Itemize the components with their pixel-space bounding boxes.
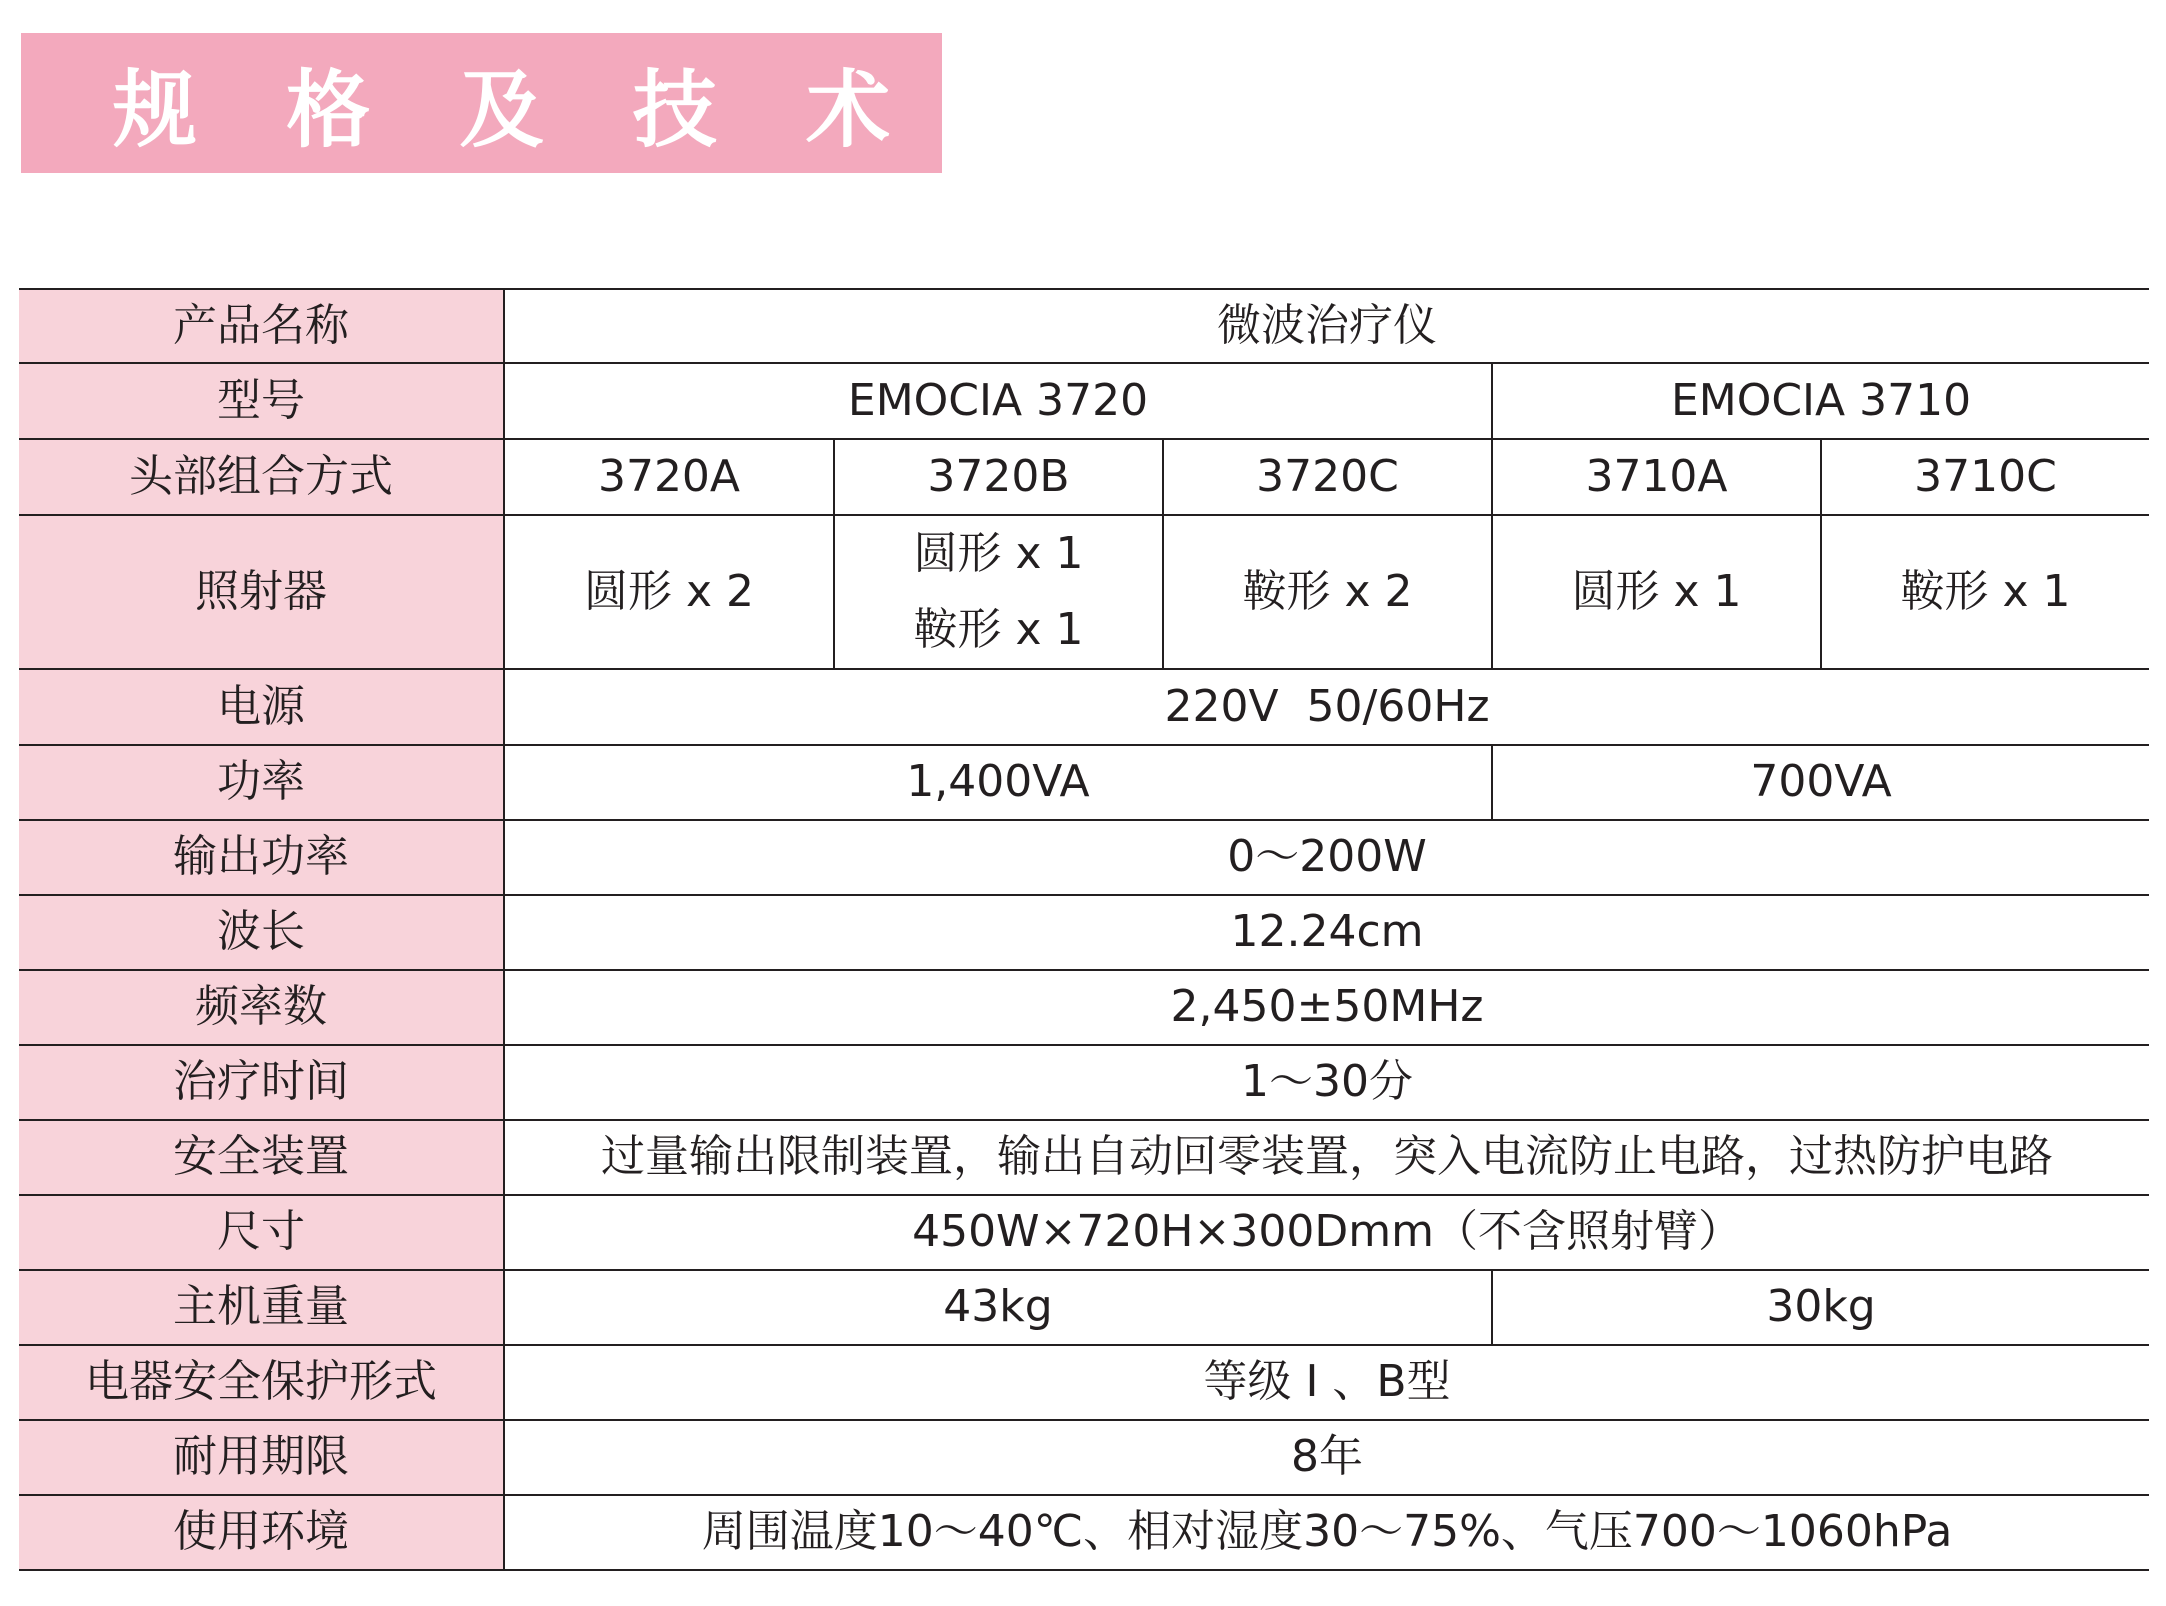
row-value <box>834 515 1163 669</box>
table-row-weight <box>19 1270 2149 1345</box>
row-value: 3720C <box>1163 439 1492 515</box>
table-row-applicator <box>19 515 2149 669</box>
row-value: 700VA <box>1492 745 2149 820</box>
row-value: 220V 50/60Hz <box>504 669 2149 745</box>
row-value: 1,400VA <box>504 745 1492 820</box>
spec-table <box>19 288 2149 1571</box>
row-value: 8年 <box>504 1420 2149 1495</box>
row-label: 治疗时间 <box>19 1045 504 1120</box>
row-label: 频率数 <box>19 970 504 1045</box>
table-row-power <box>19 745 2149 820</box>
row-value: 微波治疗仪 <box>504 289 2149 363</box>
row-value: 3720A <box>504 439 834 515</box>
row-value: 周围温度10～40℃、相对湿度30～75%、气压700～1060hPa <box>504 1495 2149 1570</box>
row-value: 鞍形 x 1 <box>1821 515 2149 669</box>
applicator-line: 圆形 x 1 <box>913 528 1084 579</box>
row-label: 电源 <box>19 669 504 745</box>
row-label: 安全装置 <box>19 1120 504 1195</box>
row-label: 头部组合方式 <box>19 439 504 515</box>
row-label: 耐用期限 <box>19 1420 504 1495</box>
row-value: EMOCIA 3720 <box>504 363 1492 439</box>
table-row-safety-devices <box>19 1120 2149 1195</box>
row-label: 产品名称 <box>19 289 504 363</box>
table-row-head-combo <box>19 439 2149 515</box>
row-value: 3710A <box>1492 439 1821 515</box>
row-label: 使用环境 <box>19 1495 504 1570</box>
row-value: 30kg <box>1492 1270 2149 1345</box>
row-value: 3710C <box>1821 439 2149 515</box>
table-row-wavelength <box>19 895 2149 970</box>
row-label: 尺寸 <box>19 1195 504 1270</box>
row-value: 3720B <box>834 439 1163 515</box>
row-value: 鞍形 x 2 <box>1163 515 1492 669</box>
row-label: 功率 <box>19 745 504 820</box>
row-label: 输出功率 <box>19 820 504 895</box>
row-label: 型号 <box>19 363 504 439</box>
row-value: 圆形 x 2 <box>504 515 834 669</box>
table-row-dimensions <box>19 1195 2149 1270</box>
row-value: 1～30分 <box>504 1045 2149 1120</box>
row-label: 照射器 <box>19 515 504 669</box>
row-label: 主机重量 <box>19 1270 504 1345</box>
row-value: 圆形 x 1 <box>1492 515 1821 669</box>
table-row-electrical-safety <box>19 1345 2149 1420</box>
row-value: 12.24cm <box>504 895 2149 970</box>
row-value: EMOCIA 3710 <box>1492 363 2149 439</box>
row-value: 0～200W <box>504 820 2149 895</box>
table-row-model <box>19 363 2149 439</box>
table-row-frequency <box>19 970 2149 1045</box>
applicator-line: 鞍形 x 1 <box>913 604 1084 655</box>
row-label: 波长 <box>19 895 504 970</box>
row-value: 43kg <box>504 1270 1492 1345</box>
row-value: 等级 I 、B型 <box>504 1345 2149 1420</box>
row-value: 2,450±50MHz <box>504 970 2149 1045</box>
table-row-output-power <box>19 820 2149 895</box>
row-label: 电器安全保护形式 <box>19 1345 504 1420</box>
row-value: 450W×720H×300Dmm（不含照射臂） <box>504 1195 2149 1270</box>
table-row-product-name <box>19 289 2149 363</box>
table-row-service-life <box>19 1420 2149 1495</box>
row-value: 过量输出限制装置，输出自动回零装置，突入电流防止电路，过热防护电路 <box>504 1120 2149 1195</box>
table-row-treatment-time <box>19 1045 2149 1120</box>
table-row-environment <box>19 1495 2149 1570</box>
table-row-power-supply <box>19 669 2149 745</box>
title-banner <box>21 33 1267 173</box>
page-title: 规 格 及 技 术 参 数 <box>113 60 1267 159</box>
